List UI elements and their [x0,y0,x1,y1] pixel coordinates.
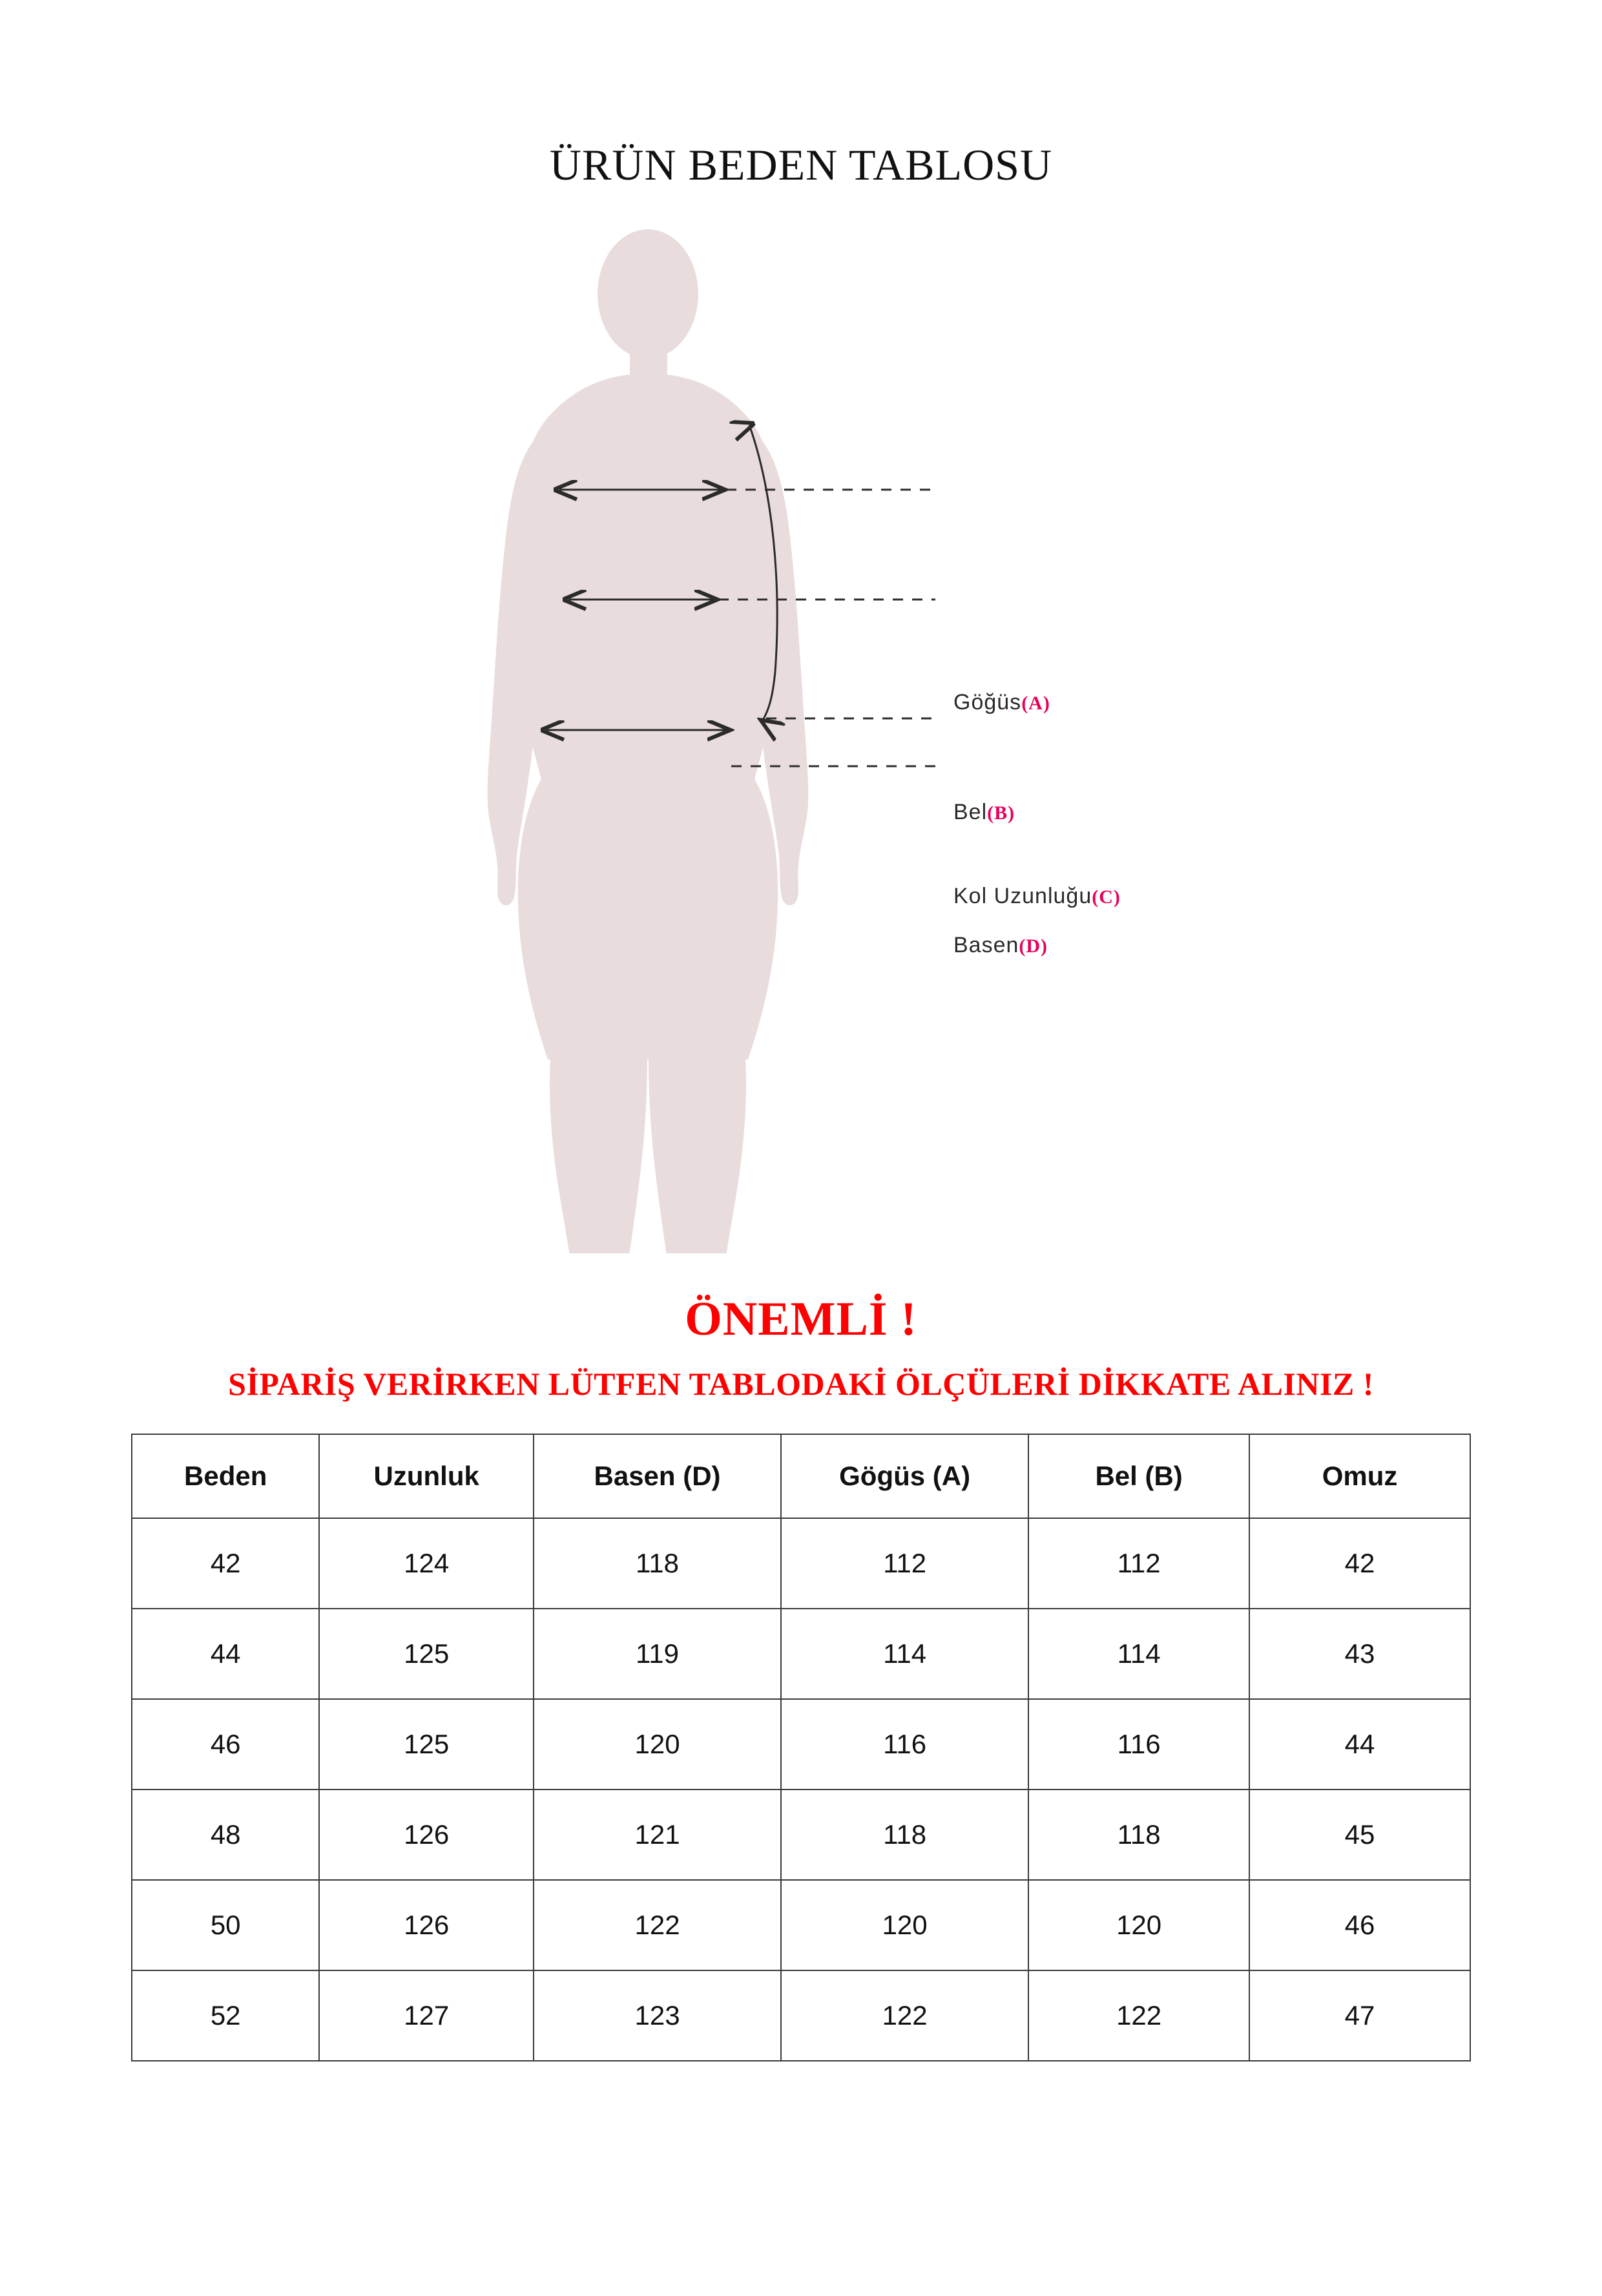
table-header-row [132,1434,1470,1518]
silhouette-diagram [0,220,1602,1253]
callout-bel-label: Bel [953,800,988,825]
table-header-omuz: Omuz [1249,1434,1470,1518]
notice-subline: SİPARİŞ VERİRKEN LÜTFEN TABLODAKİ ÖLÇÜLERİ DİKKATE ALINIZ ! [228,1366,1374,1403]
table-cell: 114 [1028,1609,1249,1699]
table-header-beden: Beden [132,1434,319,1518]
table-cell: 42 [1249,1518,1470,1609]
table-cell: 42 [132,1518,319,1609]
table-cell: 122 [534,1880,781,1970]
callout-gogus-code: (A) [1021,693,1050,715]
table-row [132,1518,1470,1609]
table-cell: 125 [319,1609,534,1699]
table-cell: 118 [534,1518,781,1609]
table-header-gogus: Gögüs (A) [781,1434,1028,1518]
table-cell: 47 [1249,1970,1470,2061]
table-cell: 44 [132,1609,319,1699]
table-cell: 126 [319,1790,534,1880]
table-cell: 126 [319,1880,534,1970]
table-cell: 122 [1028,1970,1249,2061]
table-cell: 112 [1028,1518,1249,1609]
table-cell: 48 [132,1790,319,1880]
table-cell: 116 [781,1699,1028,1790]
callout-gogus [953,690,1050,715]
callout-basen-code: (D) [1019,935,1048,957]
callout-basen-label: Basen [953,933,1019,958]
callout-kol-uzunlugu [953,884,1121,909]
notice-block [0,1292,1602,1403]
table-row [132,1699,1470,1790]
table-cell: 112 [781,1518,1028,1609]
table-cell: 121 [534,1790,781,1880]
callout-kol-uzunlugu-code: (C) [1092,886,1121,908]
table-cell: 119 [534,1609,781,1699]
callout-bel-code: (B) [987,802,1015,824]
table-cell: 118 [781,1790,1028,1880]
callout-gogus-label: Göğüs [953,690,1022,715]
callout-basen [953,933,1048,958]
size-table [131,1434,1471,2061]
table-header-bel: Bel (B) [1028,1434,1249,1518]
body-measurement-figure [0,220,1602,1253]
table-cell: 120 [1028,1880,1249,1970]
table-cell: 123 [534,1970,781,2061]
table-cell: 43 [1249,1609,1470,1699]
table-cell: 125 [319,1699,534,1790]
table-cell: 118 [1028,1790,1249,1880]
size-chart-page [0,30,1602,2296]
table-cell: 120 [534,1699,781,1790]
table-row [132,1970,1470,2061]
table-cell: 127 [319,1970,534,2061]
table-row [132,1790,1470,1880]
notice-headline: ÖNEMLİ ! [685,1293,917,1346]
table-cell: 50 [132,1880,319,1970]
table-cell: 52 [132,1970,319,2061]
table-cell: 116 [1028,1699,1249,1790]
table-header-basen: Basen (D) [534,1434,781,1518]
table-cell: 120 [781,1880,1028,1970]
table-cell: 44 [1249,1699,1470,1790]
table-row [132,1609,1470,1699]
table-cell: 124 [319,1518,534,1609]
callout-bel [953,800,1015,825]
size-table-wrapper [131,1434,1471,2061]
table-cell: 46 [132,1699,319,1790]
table-cell: 45 [1249,1790,1470,1880]
page-title: ÜRÜN BEDEN TABLOSU [549,140,1053,189]
table-row [132,1880,1470,1970]
table-cell: 114 [781,1609,1028,1699]
table-cell: 122 [781,1970,1028,2061]
callout-kol-uzunlugu-label: Kol Uzunluğu [953,884,1092,909]
female-body-silhouette [488,229,809,1253]
table-cell: 46 [1249,1880,1470,1970]
table-header-uzunluk: Uzunluk [319,1434,534,1518]
